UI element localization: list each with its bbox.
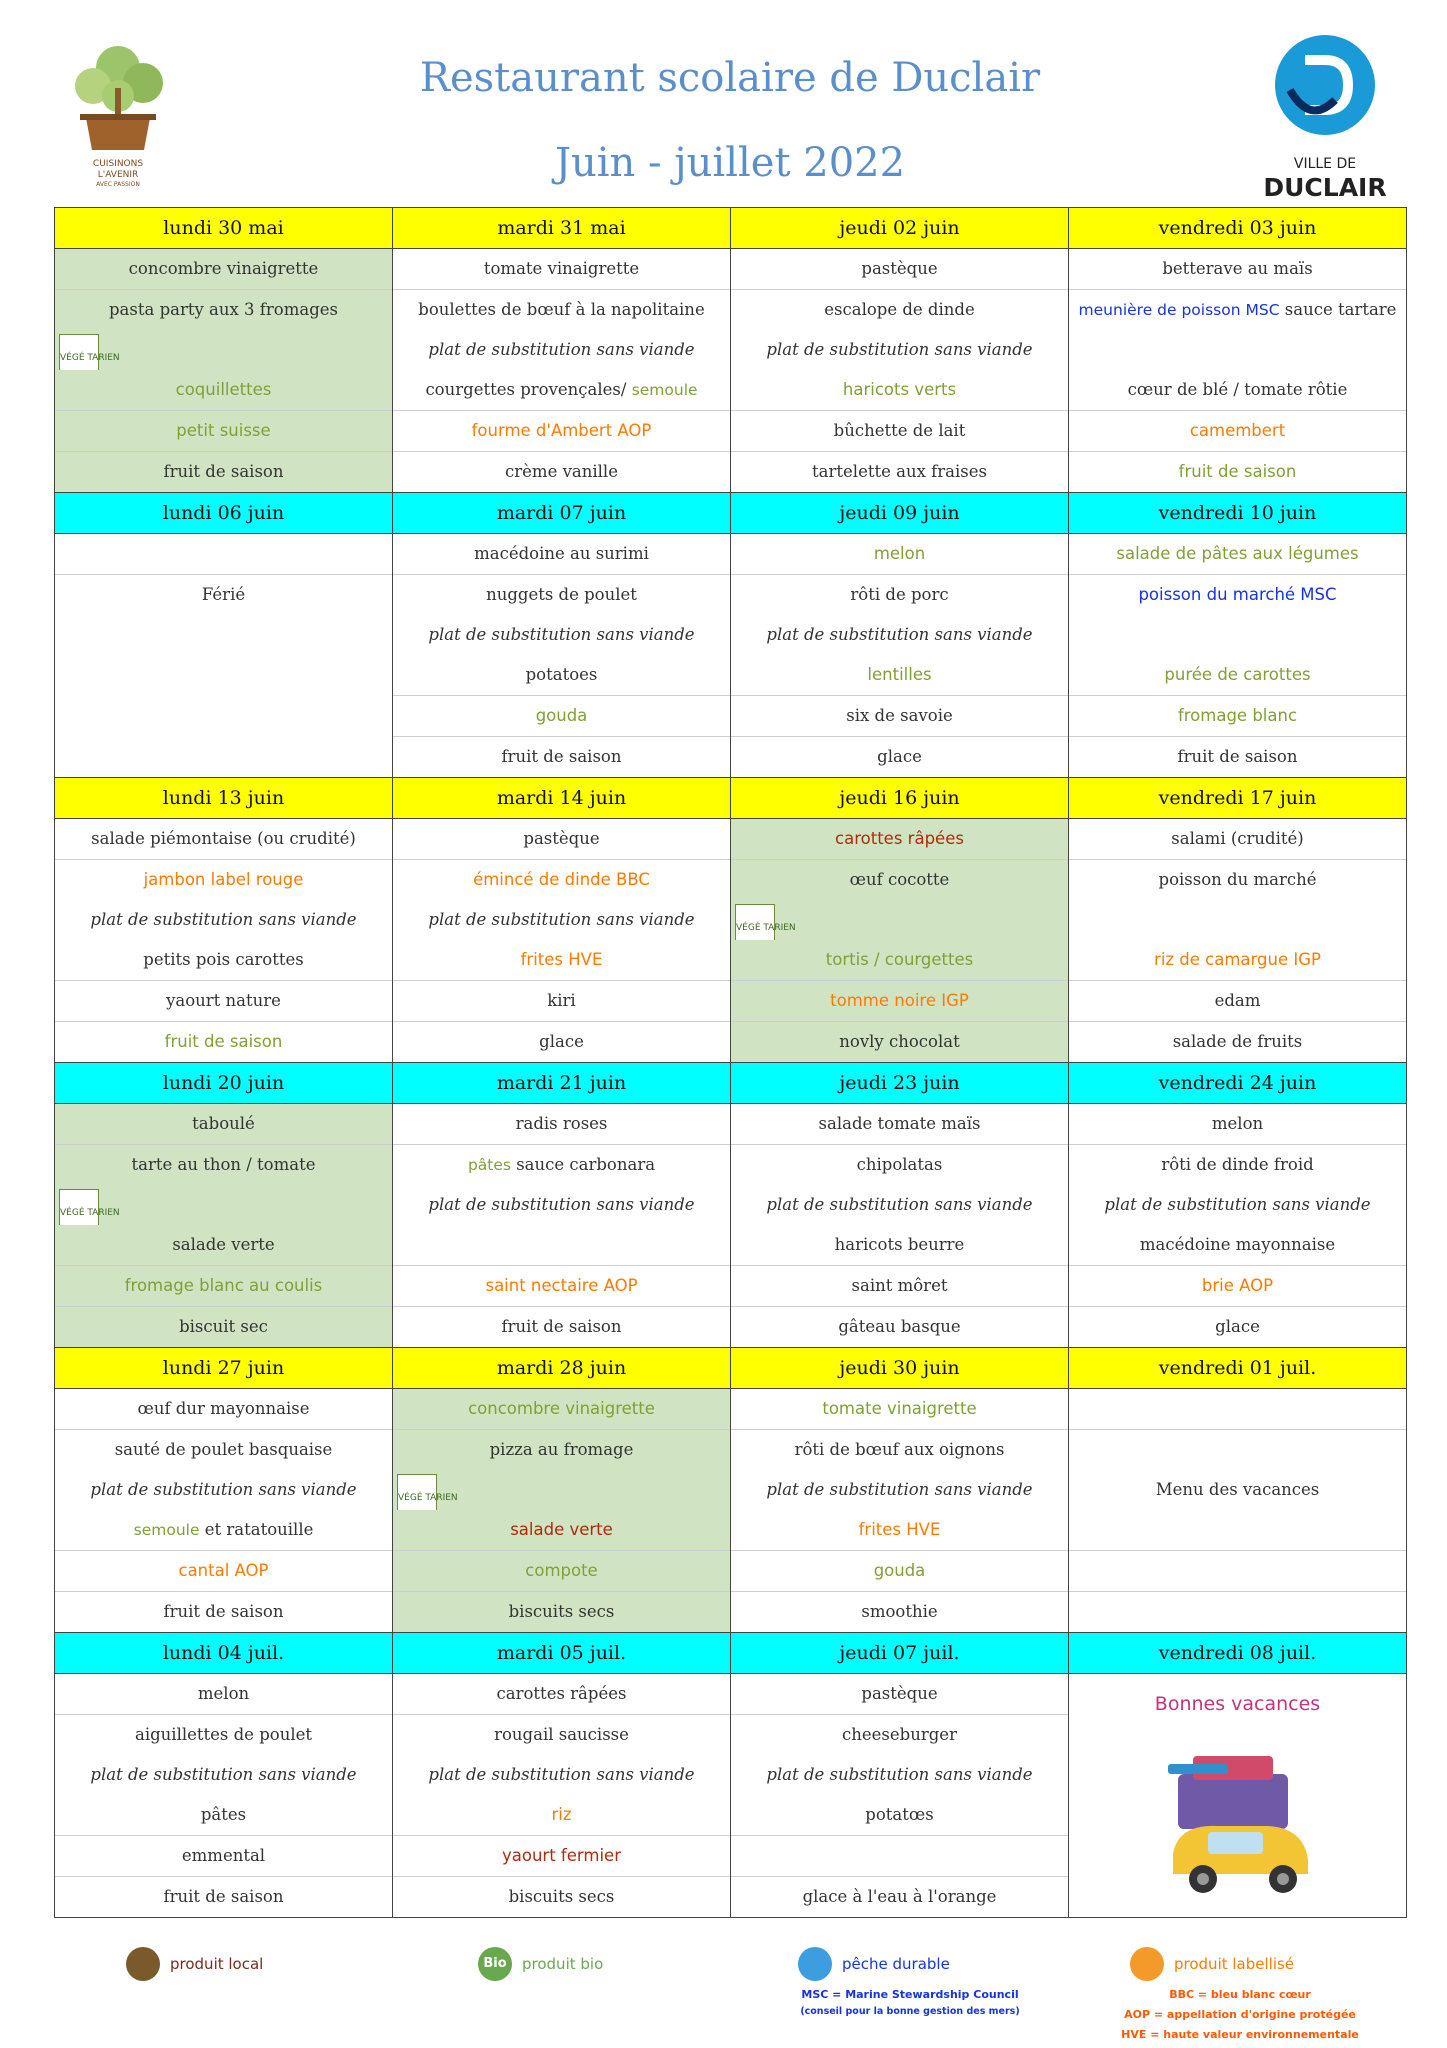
menu-item: rôti de dinde froid — [1069, 1144, 1406, 1185]
menu-item: fruit de saison — [1069, 736, 1406, 777]
menu-item: haricots verts — [842, 380, 957, 399]
day-menu — [393, 819, 731, 1063]
menu-item: nuggets de poulet — [393, 574, 730, 615]
day-menu — [731, 249, 1069, 493]
menu-item: tarte au thon / tomate — [55, 1144, 392, 1185]
day-menu — [55, 1104, 393, 1348]
hve-definition: HVE = haute valeur environnementale — [1121, 2028, 1359, 2041]
menu-item-spacer — [1069, 615, 1406, 655]
day-header: lundi 04 juil. — [55, 1633, 393, 1674]
page-header — [0, 0, 1447, 205]
menu-item: lentilles — [867, 665, 932, 684]
menu-item: frites HVE — [858, 1520, 941, 1539]
day-header: lundi 13 juin — [55, 778, 393, 819]
vegetarien-badge: VÉGÉ TARIEN — [59, 334, 99, 370]
day-menu — [393, 1104, 731, 1348]
day-menu — [731, 819, 1069, 1063]
day-header: lundi 06 juin — [55, 493, 393, 534]
menu-item: Férié — [55, 574, 392, 615]
fish-icon — [798, 1947, 832, 1981]
day-header: mardi 21 juin — [393, 1063, 731, 1104]
menu-item: compote — [393, 1550, 730, 1591]
menu-item: œuf dur mayonnaise — [137, 1399, 310, 1418]
menu-item: tartelette aux fraises — [731, 451, 1068, 492]
week-header — [55, 208, 1407, 249]
menu-item: melon — [873, 544, 926, 563]
menu-item-spacer — [1069, 1389, 1406, 1429]
menu-item: saint nectaire AOP — [393, 1265, 730, 1306]
menu-item — [1069, 289, 1406, 330]
menu-item: cheeseburger — [731, 1714, 1068, 1755]
day-header: mardi 31 mai — [393, 208, 731, 249]
menu-item: chipolatas — [731, 1144, 1068, 1185]
menu-item: plat de substitution sans viande — [766, 1195, 1033, 1214]
menu-item: plat de substitution sans viande — [428, 1195, 695, 1214]
menu-item-spacer — [55, 534, 392, 574]
day-header: jeudi 30 juin — [731, 1348, 1069, 1389]
menu-item: melon — [1211, 1114, 1264, 1133]
menu-item: gouda — [731, 1550, 1068, 1591]
menu-item: plat de substitution sans viande — [90, 1765, 357, 1784]
day-header: jeudi 07 juil. — [731, 1633, 1069, 1674]
menu-item-spacer — [1069, 1591, 1406, 1632]
menu-item: rôti de bœuf aux oignons — [731, 1429, 1068, 1470]
menu-item: biscuits secs — [393, 1591, 730, 1632]
menu-item: plat de substitution sans viande — [428, 340, 695, 359]
menu-item: camembert — [1069, 410, 1406, 451]
menu-item: glace — [731, 736, 1068, 777]
menu-item: haricots beurre — [834, 1235, 965, 1254]
week-menu — [55, 1674, 1407, 1918]
menu-item: fruit de saison — [1069, 451, 1406, 492]
menu-item: jambon label rouge — [55, 859, 392, 900]
legend-peche-item — [798, 1946, 950, 1982]
vegetarien-badge: VÉGÉ TARIEN — [59, 1189, 99, 1225]
day-header: lundi 30 mai — [55, 208, 393, 249]
day-header: jeudi 16 juin — [731, 778, 1069, 819]
week-menu — [55, 819, 1407, 1063]
menu-item — [731, 1835, 1068, 1876]
menu-item: edam — [1069, 980, 1406, 1021]
day-header: lundi 20 juin — [55, 1063, 393, 1104]
menu-item: concombre vinaigrette — [468, 1399, 655, 1418]
menu-item: fruit de saison — [393, 736, 730, 777]
day-menu — [55, 1389, 393, 1633]
menu-item: escalope de dinde — [731, 289, 1068, 330]
menu-item-spacer — [55, 1185, 392, 1225]
menu-item: taboulé — [192, 1114, 255, 1133]
logo-text-2: L'AVENIR — [97, 170, 139, 180]
day-menu — [1069, 1104, 1407, 1348]
menu-item: gâteau basque — [731, 1306, 1068, 1347]
menu-item: tomate vinaigrette — [483, 259, 640, 278]
day-header: mardi 28 juin — [393, 1348, 731, 1389]
menu-item: potatoes — [525, 665, 598, 684]
menu-item — [393, 1144, 730, 1185]
legend-bio-label: produit bio — [522, 1955, 604, 1973]
menu-item: plat de substitution sans viande — [1104, 1195, 1371, 1214]
day-header: lundi 27 juin — [55, 1348, 393, 1389]
menu-item: fromage blanc au coulis — [55, 1265, 392, 1306]
menu-item: pâtes — [200, 1805, 247, 1824]
menu-item: emmental — [55, 1835, 392, 1876]
day-menu — [731, 534, 1069, 778]
vegetarien-badge: VÉGÉ TARIEN — [397, 1474, 437, 1510]
menu-item-spacer — [1069, 1510, 1406, 1550]
day-header: mardi 14 juin — [393, 778, 731, 819]
week-header — [55, 1063, 1407, 1104]
day-menu — [55, 249, 393, 493]
page-title: Restaurant scolaire de Duclair — [419, 55, 1041, 101]
menu-item-local: pâtes — [467, 1156, 511, 1174]
menu-item: œuf cocotte — [731, 859, 1068, 900]
week-header — [55, 1348, 1407, 1389]
menu-item: pizza au fromage — [393, 1429, 730, 1470]
msc-definition: MSC = Marine Stewardship Council — [801, 1988, 1019, 2001]
day-menu — [731, 1674, 1069, 1918]
menu-item: poisson du marché MSC — [1069, 574, 1406, 615]
day-header: jeudi 02 juin — [731, 208, 1069, 249]
day-header: mardi 07 juin — [393, 493, 731, 534]
vegetarien-badge: VÉGÉ TARIEN — [735, 904, 775, 940]
menu-item: plat de substitution sans viande — [428, 1765, 695, 1784]
menu-item: poisson du marché — [1069, 859, 1406, 900]
menu-item: riz — [551, 1805, 572, 1824]
day-header: jeudi 09 juin — [731, 493, 1069, 534]
day-menu — [393, 249, 731, 493]
menu-item: plat de substitution sans viande — [90, 1480, 357, 1499]
menu-item-spacer — [393, 1225, 730, 1265]
day-menu — [55, 534, 393, 778]
menu-item: salade de pâtes aux légumes — [1116, 544, 1359, 563]
menu-item: glace à l'eau à l'orange — [731, 1876, 1068, 1917]
day-menu — [1069, 819, 1407, 1063]
menu-item-text: sauce carbonara — [516, 1155, 656, 1174]
aop-definition: AOP = appellation d'origine protégée — [1124, 2008, 1356, 2021]
day-menu — [731, 1104, 1069, 1348]
day-menu — [393, 534, 731, 778]
menu-item: carottes râpées — [496, 1684, 627, 1703]
menu-item-local: semoule — [631, 381, 698, 399]
menu-item: concombre vinaigrette — [128, 259, 319, 278]
menu-item: fruit de saison — [55, 1876, 392, 1917]
day-menu — [393, 1674, 731, 1918]
menu-item: macédoine mayonnaise — [1139, 1235, 1336, 1254]
menu-item: smoothie — [731, 1591, 1068, 1632]
menu-item-spacer — [1069, 1550, 1406, 1591]
menu-item-spacer — [1069, 900, 1406, 940]
day-menu — [1069, 534, 1407, 778]
menu-item: plat de substitution sans viande — [766, 1765, 1033, 1784]
menu-item: salade verte — [510, 1520, 613, 1539]
legend-label-item — [1130, 1946, 1294, 1982]
logo-duclair: DUCLAIR — [1263, 173, 1387, 202]
day-menu — [731, 1389, 1069, 1633]
menu-item-text: courgettes provençales/ — [425, 380, 627, 399]
menu-item: rôti de porc — [731, 574, 1068, 615]
menu-item-peche: meunière de poisson MSC — [1078, 301, 1280, 319]
menu-item: plat de substitution sans viande — [766, 625, 1033, 644]
bbc-definition: BBC = bleu blanc cœur — [1169, 1988, 1311, 2001]
logo-text-3: AVEC PASSION — [96, 181, 140, 188]
menu-item-spacer — [55, 330, 392, 370]
legend-local — [120, 1946, 420, 2046]
menu-item: fruit de saison — [55, 451, 392, 492]
menu-item: fourme d'Ambert AOP — [393, 410, 730, 451]
menu-item: purée de carottes — [1164, 665, 1311, 684]
legend-peche-label: pêche durable — [842, 1955, 950, 1973]
menu-item: pastèque — [861, 259, 938, 278]
menu-item: carottes râpées — [835, 829, 964, 848]
menu-item: melon — [197, 1684, 250, 1703]
legend-peche — [790, 1946, 1090, 2046]
day-menu — [393, 1389, 731, 1633]
week-header — [55, 1633, 1407, 1674]
menu-item-spacer — [1069, 1429, 1406, 1470]
menu-item: tomme noire IGP — [731, 980, 1068, 1021]
menu-item: kiri — [393, 980, 730, 1021]
menu-item — [393, 370, 730, 410]
menu-item: fruit de saison — [55, 1591, 392, 1632]
week-menu — [55, 1104, 1407, 1348]
menu-item: biscuit sec — [55, 1306, 392, 1347]
local-product-icon — [126, 1947, 160, 1981]
menu-item-spacer — [731, 900, 1068, 940]
menu-item-text: et ratatouille — [204, 1520, 314, 1539]
menu-item-text: sauce tartare — [1284, 300, 1397, 319]
menu-item-spacer — [393, 1470, 730, 1510]
menu-table — [54, 207, 1407, 1918]
menu-item: rougail saucisse — [393, 1714, 730, 1755]
menu-item: potatœs — [865, 1805, 934, 1824]
menu-item: petit suisse — [55, 410, 392, 451]
day-menu — [55, 819, 393, 1063]
menu-item: cœur de blé / tomate rôtie — [1127, 380, 1348, 399]
menu-item: plat de substitution sans viande — [90, 910, 357, 929]
day-header: vendredi 08 juil. — [1069, 1633, 1407, 1674]
label-ribbon-icon — [1130, 1947, 1164, 1981]
menu-item: salami (crudité) — [1171, 829, 1304, 848]
menu-item-spacer — [1069, 330, 1406, 370]
menu-item: pastèque — [861, 1684, 938, 1703]
menu-item: frites HVE — [520, 950, 603, 969]
vacation-car-illustration — [1069, 1734, 1406, 1914]
day-menu — [55, 1674, 393, 1918]
menu-item: petits pois carottes — [143, 950, 304, 969]
menu-item — [55, 1510, 392, 1550]
cuisinons-lavenir-logo — [58, 38, 188, 198]
week-header — [55, 778, 1407, 819]
menu-item: émincé de dinde BBC — [393, 859, 730, 900]
menu-item: bûchette de lait — [731, 410, 1068, 451]
menu-item: betterave au maïs — [1162, 259, 1313, 278]
menu-item: yaourt fermier — [393, 1835, 730, 1876]
legend-local-label: produit local — [170, 1955, 264, 1973]
menu-item: biscuits secs — [393, 1876, 730, 1917]
week-menu — [55, 249, 1407, 493]
week-menu — [55, 1389, 1407, 1633]
menu-item: plat de substitution sans viande — [766, 1480, 1033, 1499]
menu-item: brie AOP — [1069, 1265, 1406, 1306]
day-header: vendredi 10 juin — [1069, 493, 1407, 534]
menu-item: tortis / courgettes — [825, 950, 974, 969]
day-header: vendredi 01 juil. — [1069, 1348, 1407, 1389]
day-header: vendredi 03 juin — [1069, 208, 1407, 249]
menu-item: crème vanille — [393, 451, 730, 492]
day-menu — [1069, 249, 1407, 493]
menu-item: six de savoie — [731, 695, 1068, 736]
menu-item: salade tomate maïs — [818, 1114, 981, 1133]
legend-bio — [472, 1946, 772, 2046]
page-period: Juin - juillet 2022 — [554, 140, 906, 186]
logo-ville-de: VILLE DE — [1293, 156, 1357, 172]
day-header: mardi 05 juil. — [393, 1633, 731, 1674]
menu-item: pastèque — [523, 829, 600, 848]
menu-item: plat de substitution sans viande — [428, 910, 695, 929]
menu-item: salade verte — [172, 1235, 275, 1254]
ville-de-duclair-logo — [1250, 30, 1400, 200]
menu-item: macédoine au surimi — [474, 544, 649, 563]
logo-text-1: CUISINONS — [92, 159, 144, 169]
menu-item: glace — [1069, 1306, 1406, 1347]
menu-item: fruit de saison — [55, 1021, 392, 1062]
menu-item: sauté de poulet basquaise — [55, 1429, 392, 1470]
menu-item: pasta party aux 3 fromages — [55, 289, 392, 330]
bio-product-icon: Bio — [478, 1947, 512, 1981]
menu-item: aiguillettes de poulet — [55, 1714, 392, 1755]
legend-local-item — [126, 1946, 263, 1982]
menu-item: glace — [393, 1021, 730, 1062]
menu-item: salade de fruits — [1069, 1021, 1406, 1062]
day-header: vendredi 24 juin — [1069, 1063, 1407, 1104]
menu-item: fromage blanc — [1069, 695, 1406, 736]
menu-item: radis roses — [515, 1114, 608, 1133]
menu-item: saint môret — [731, 1265, 1068, 1306]
menu-item: plat de substitution sans viande — [428, 625, 695, 644]
menu-item: yaourt nature — [55, 980, 392, 1021]
menu-item: tomate vinaigrette — [822, 1399, 977, 1418]
msc-definition-note: (conseil pour la bonne gestion des mers) — [800, 2006, 1020, 2017]
menu-item: novly chocolat — [731, 1021, 1068, 1062]
week-header — [55, 493, 1407, 534]
day-menu — [1069, 1674, 1407, 1918]
bonnes-vacances-text: Bonnes vacances — [1154, 1693, 1321, 1715]
menu-item: boulettes de bœuf à la napolitaine — [393, 289, 730, 330]
menu-item: Menu des vacances — [1155, 1480, 1320, 1499]
menu-item: salade piémontaise (ou crudité) — [91, 829, 356, 848]
menu-item: riz de camargue IGP — [1154, 950, 1321, 969]
menu-item: plat de substitution sans viande — [766, 340, 1033, 359]
day-header: jeudi 23 juin — [731, 1063, 1069, 1104]
menu-item: gouda — [393, 695, 730, 736]
legend-label-label: produit labellisé — [1174, 1955, 1295, 1973]
day-menu — [1069, 1389, 1407, 1633]
legend-bio-item — [478, 1946, 603, 1982]
menu-item: cantal AOP — [55, 1550, 392, 1591]
day-header: vendredi 17 juin — [1069, 778, 1407, 819]
legend-label — [1120, 1946, 1400, 2046]
menu-item: coquillettes — [175, 380, 272, 399]
week-menu — [55, 534, 1407, 778]
menu-item-local: semoule — [133, 1521, 200, 1539]
menu-item: fruit de saison — [393, 1306, 730, 1347]
